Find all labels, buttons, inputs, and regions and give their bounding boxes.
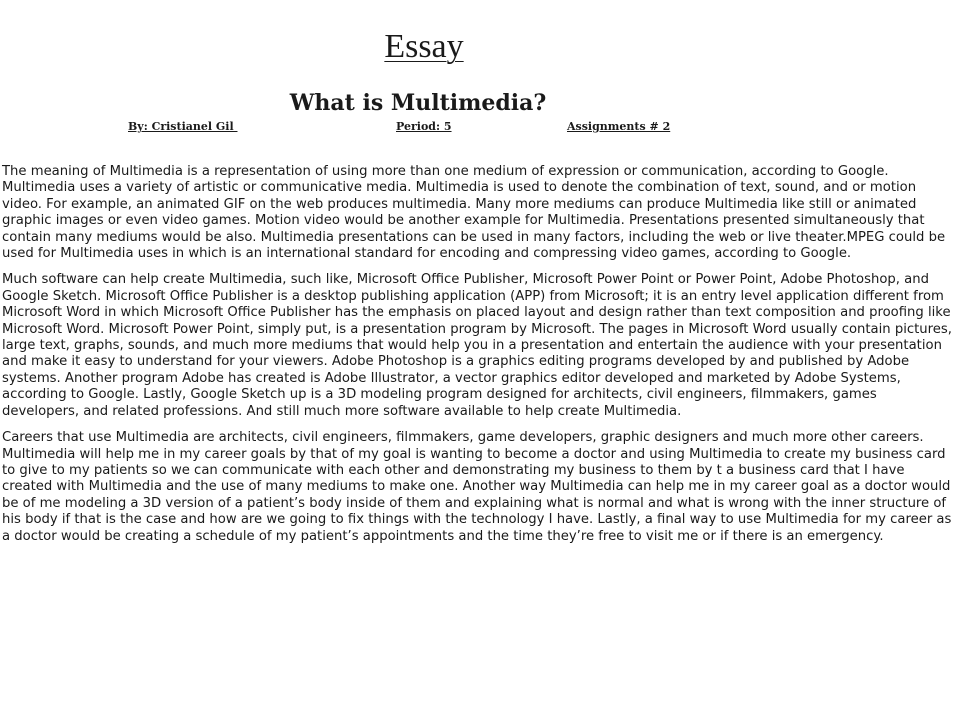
- essay-heading: Essay: [384, 28, 464, 65]
- paragraph-software: Much software can help create Multimedia, such like, Microsoft Office Publisher, Microsoft Power Point or Power Point, Adobe Photoshop, and Google Sketch. Microsoft Office Publisher is a desktop publishing application (APP) from Microsoft; it is an entry level application different from Microsoft Word in which Microsoft Office Publisher has the emphasis on placed layout and design rather than text composition and proofing like Microsoft Word. Microsoft Power Point, simply put, is a presentation program by Microsoft. The pages in Microsoft Word usually contain pictures, large text, graphs, sounds, and much more mediums that would help you in a presentation and entertain the audience with your presentation and make it easy to understand for your viewers. Adobe Photoshop is a graphics editing programs developed by and published by Adobe systems. Another program Adobe has created is Adobe Illustrator, a vector graphics editor developed and marketed by Adobe Systems, according to Google. Lastly, Google Sketch up is a 3D modeling program designed for architects, civil engineers, filmmakers, games developers, and related professions. And still much more software available to help create Multimedia.: [2, 272, 952, 419]
- paragraph-definition: The meaning of Multimedia is a representation of using more than one medium of expression or communication, according to Google. Multimedia uses a variety of artistic or communicative media. Multimedia is used to denote the combination of text, sound, and or motion video. For example, an animated GIF on the web produces multimedia. Many more mediums can produce Multimedia like still or animated graphic images or even video games. Motion video would be another example for Multimedia. Presentations presented simultaneously that contain many mediums would be also. Multimedia presentations can be used in many factors, including the web or live theater.MPEG could be used for Multimedia uses in which is an international standard for encoding and compressing video games, according to Google.: [2, 164, 946, 262]
- essay-body: [2, 164, 956, 555]
- byline-period: Period: 5: [396, 120, 452, 133]
- paragraph-careers: Careers that use Multimedia are architects, civil engineers, filmmakers, game developers, graphic designers and much more other careers. Multimedia will help me in my career goals by that of my goal is wanting to become a doctor and using Multimedia to create my business card to give to my patients so we can communicate with each other and demonstrating my business to them by t a business card that I have created with Multimedia and the use of many mediums to make one. Another way Multimedia can help me in my career goal as a doctor would be of me modeling a 3D version of a patient’s body inside of them and explaining what is normal and what is wrong with the inner structure of his body if that is the case and how are we going to fix things with the technology I have. Lastly, a final way to use Multimedia for my career as a doctor would be creating a schedule of my patient’s appointments and the time they’re free to visit me or if there is an emergency.: [2, 430, 952, 544]
- byline-assignment: Assignments # 2: [567, 120, 671, 133]
- byline: [0, 120, 960, 136]
- essay-title: What is Multimedia?: [289, 90, 547, 116]
- byline-author: By: Cristianel Gil: [128, 120, 238, 133]
